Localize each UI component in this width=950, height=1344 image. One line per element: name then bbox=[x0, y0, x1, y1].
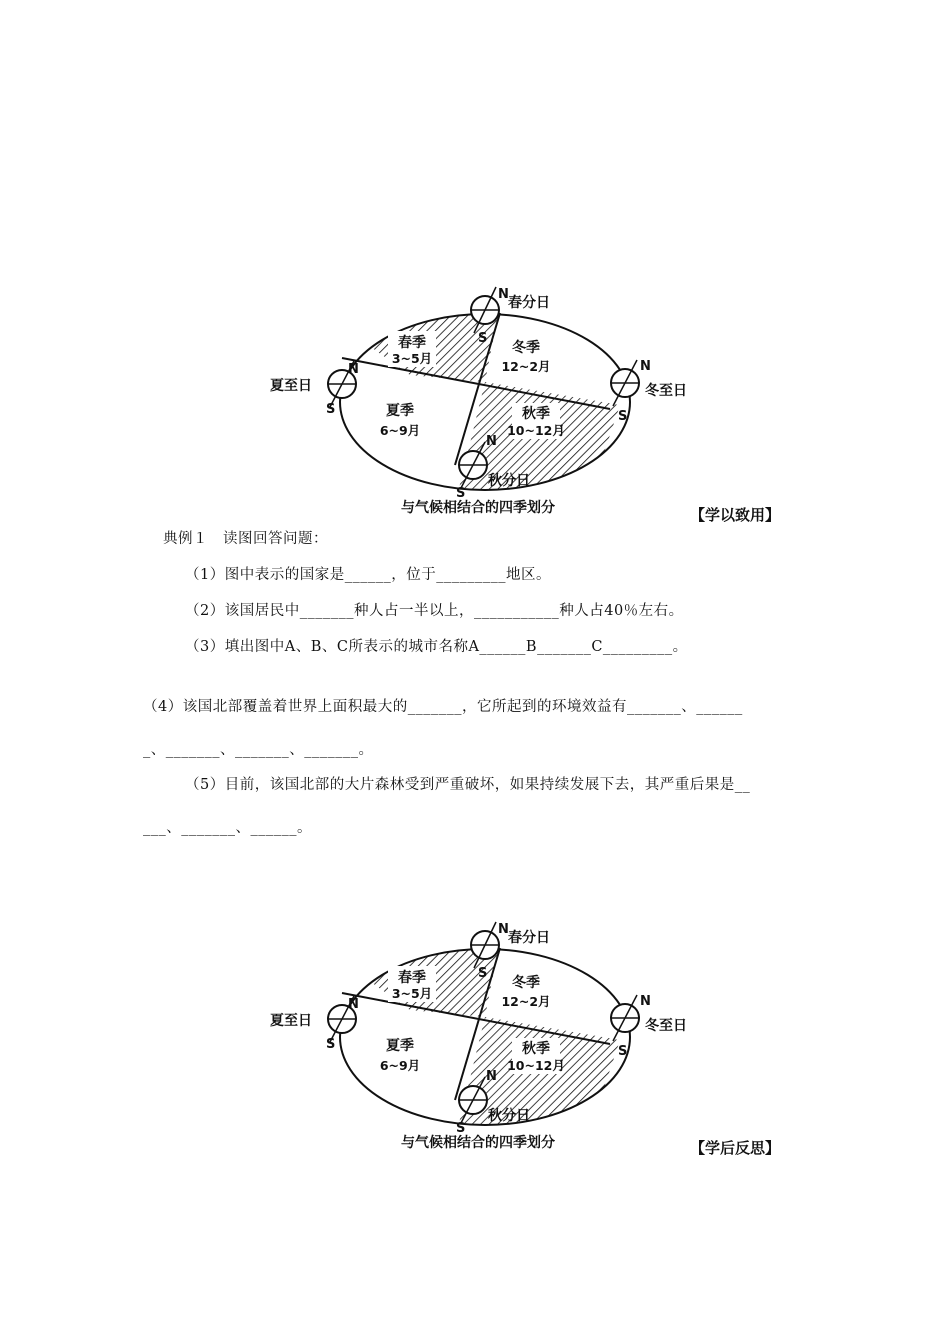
summer-months-label: 6~9月 bbox=[379, 423, 421, 438]
winter-solstice-label: 冬至日 bbox=[645, 383, 687, 399]
spring-months-label: 3~5月 bbox=[391, 351, 433, 366]
question-5-line-1: （5）目前，该国北部的大片森林受到严重破坏，如果持续发展下去，其严重后果是__ bbox=[185, 777, 751, 793]
winter-season-label: 冬季 bbox=[512, 340, 540, 356]
earth-globe-icon bbox=[611, 995, 639, 1041]
autumn-season-label: 秋季 bbox=[522, 406, 550, 422]
spring-equinox-label: 春分日 bbox=[508, 930, 550, 946]
winter-months-label: 12~2月 bbox=[501, 359, 551, 374]
autumn-equinox-label: 秋分日 bbox=[488, 1108, 530, 1124]
autumn-months-label: 10~12月 bbox=[507, 1058, 565, 1073]
summer-season-label: 夏季 bbox=[386, 403, 414, 419]
summer-solstice-label: 夏至日 bbox=[270, 378, 312, 394]
question-2: （2）该国居民中_______种人占一半以上，___________种人占40％左右。 bbox=[185, 603, 684, 619]
section-label-reflection: 【学后反思】 bbox=[690, 1139, 781, 1157]
four-seasons-diagram-1 bbox=[260, 285, 710, 515]
question-3: （3）填出图中A、B、C所表示的城市名称A______B_______C_________。 bbox=[185, 639, 688, 655]
svg-text:N: N bbox=[486, 1069, 497, 1084]
section-label-apply: 【学以致用】 bbox=[690, 506, 781, 524]
summer-season-label: 夏季 bbox=[386, 1038, 414, 1054]
winter-season-label: 冬季 bbox=[512, 975, 540, 991]
question-4-line-2: _、_______、_______、_______。 bbox=[143, 742, 374, 758]
spring-season-label: 春季 bbox=[398, 335, 426, 351]
diagram-caption: 与气候相结合的四季划分 bbox=[401, 1135, 555, 1150]
summer-months-label: 6~9月 bbox=[379, 1058, 421, 1073]
spring-months-label: 3~5月 bbox=[391, 986, 433, 1001]
diagram-caption: 与气候相结合的四季划分 bbox=[401, 500, 555, 515]
question-5-line-2: ___、_______、______。 bbox=[143, 820, 312, 836]
svg-text:N: N bbox=[498, 922, 509, 937]
svg-text:S: S bbox=[456, 1121, 466, 1136]
summer-solstice-label: 夏至日 bbox=[270, 1013, 312, 1029]
winter-months-label: 12~2月 bbox=[501, 994, 551, 1009]
winter-solstice-label: 冬至日 bbox=[645, 1018, 687, 1034]
svg-text:S: S bbox=[326, 1037, 336, 1052]
svg-text:S: S bbox=[618, 409, 628, 424]
autumn-hatch bbox=[450, 382, 620, 515]
question-1: （1）图中表示的国家是______，位于_________地区。 bbox=[185, 567, 551, 583]
svg-text:N: N bbox=[498, 287, 509, 302]
svg-text:S: S bbox=[478, 966, 488, 981]
svg-text:N: N bbox=[348, 362, 359, 377]
autumn-season-label: 秋季 bbox=[522, 1041, 550, 1057]
svg-text:S: S bbox=[478, 331, 488, 346]
spring-season-label: 春季 bbox=[398, 970, 426, 986]
autumn-hatch bbox=[450, 1017, 620, 1150]
orbit-diagram-svg bbox=[260, 920, 710, 1150]
orbit-diagram-svg bbox=[260, 285, 710, 515]
svg-text:N: N bbox=[640, 994, 651, 1009]
autumn-equinox-label: 秋分日 bbox=[488, 473, 530, 489]
svg-text:N: N bbox=[486, 434, 497, 449]
svg-text:S: S bbox=[326, 402, 336, 417]
svg-text:S: S bbox=[618, 1044, 628, 1059]
svg-text:N: N bbox=[640, 359, 651, 374]
earth-globe-icon bbox=[611, 360, 639, 406]
svg-text:S: S bbox=[456, 486, 466, 501]
question-4-line-1: （4）该国北部覆盖着世界上面积最大的_______，它所起到的环境效益有_______、______ bbox=[143, 699, 743, 715]
autumn-months-label: 10~12月 bbox=[507, 423, 565, 438]
svg-text:N: N bbox=[348, 997, 359, 1012]
four-seasons-diagram-2 bbox=[260, 920, 710, 1150]
spring-equinox-label: 春分日 bbox=[508, 295, 550, 311]
example-title: 典例１ 读图回答问题： bbox=[163, 531, 328, 547]
